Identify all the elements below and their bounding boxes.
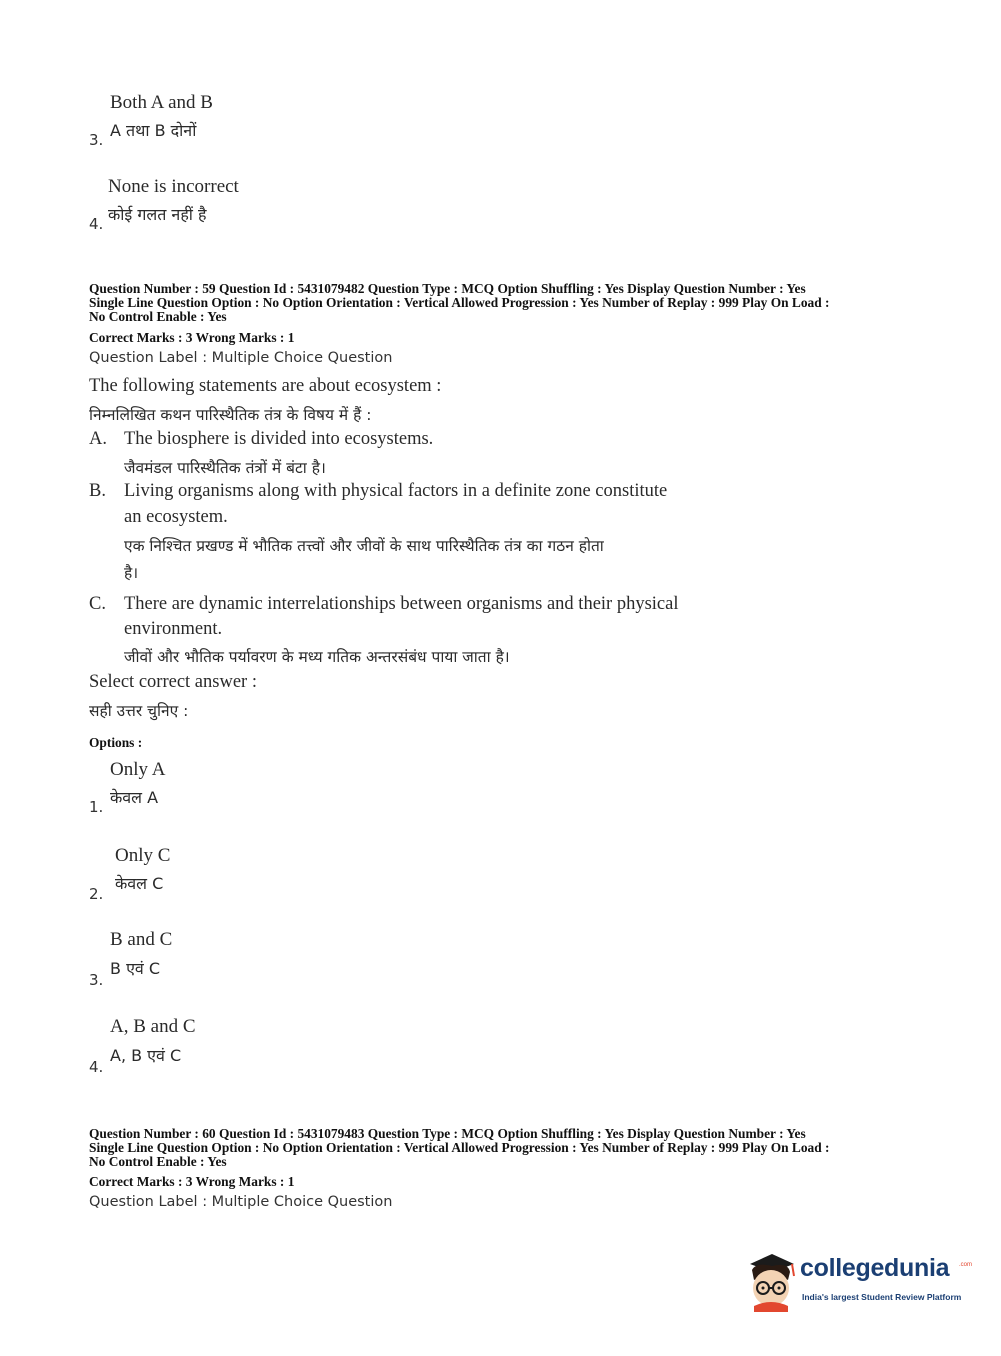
collegedunia-logo (742, 1250, 972, 1312)
statement-text-hi: एक निश्चित प्रखण्ड में भौतिक तत्त्वों और जीवों के साथ पारिस्थैतिक तंत्र का गठन होता (124, 537, 604, 555)
option-number: 4. (89, 215, 104, 233)
option-text-en: None is incorrect (108, 176, 239, 197)
select-answer-en: Select correct answer : (89, 672, 257, 692)
question-marks: Correct Marks : 3 Wrong Marks : 1 (89, 1174, 295, 1189)
option-number: 2. (89, 885, 104, 903)
statement-text-en: environment. (124, 619, 223, 639)
option-text-hi: केवल A (110, 788, 159, 807)
select-answer-hi: सही उत्तर चुनिए : (89, 702, 189, 720)
option-text-hi: B एवं C (110, 959, 161, 978)
question-label: Question Label : Multiple Choice Question (89, 350, 393, 366)
logo-suffix: .com (959, 1262, 973, 1268)
option-text-en: Both A and B (110, 92, 213, 113)
question-intro-en: The following statements are about ecosystem : (89, 376, 442, 396)
options-label: Options : (89, 735, 143, 750)
option-text-en: Only A (110, 759, 166, 780)
question-meta-line: Question Number : 59 Question Id : 5431079482 Question Type : MCQ Option Shuffling : Yes Display Question Number : Yes (89, 281, 806, 296)
question-intro-hi: निम्नलिखित कथन पारिस्थैतिक तंत्र के विषय में हैं : (89, 406, 372, 424)
option-text-hi: केवल C (115, 874, 164, 893)
statement-letter: A. (89, 429, 107, 449)
statement-text-hi: जीवों और भौतिक पर्यावरण के मध्य गतिक अन्तरसंबंध पाया जाता है। (124, 648, 510, 666)
question-marks: Correct Marks : 3 Wrong Marks : 1 (89, 330, 295, 345)
option-text-en: Only C (115, 845, 171, 866)
logo-wordmark: collegedunia (800, 1254, 950, 1282)
question-meta-line: Question Number : 60 Question Id : 5431079483 Question Type : MCQ Option Shuffling : Yes Display Question Number : Yes (89, 1126, 806, 1141)
option-number: 3. (89, 971, 104, 989)
statement-text-hi: है। (124, 564, 139, 582)
logo-tagline: India's largest Student Review Platform (802, 1292, 962, 1302)
option-text-hi: A, B एवं C (110, 1046, 182, 1065)
question-meta-line: Single Line Question Option : No Option Orientation : Vertical Allowed Progression : Yes Number of Replay : 999 Play On Load : (89, 1140, 830, 1155)
question-meta-line: Single Line Question Option : No Option Orientation : Vertical Allowed Progression : Yes Number of Replay : 999 Play On Load : (89, 295, 830, 310)
option-text-en: A, B and C (110, 1016, 196, 1037)
option-number: 1. (89, 798, 104, 816)
option-text-hi: कोई गलत नहीं है (108, 205, 207, 224)
option-number: 3. (89, 131, 104, 149)
statement-text-en: Living organisms along with physical factors in a definite zone constitute (124, 481, 668, 501)
option-text-hi: A तथा B दोनों (110, 121, 197, 140)
statement-text-en: There are dynamic interrelationships between organisms and their physical (124, 594, 679, 614)
option-text-en: B and C (110, 929, 173, 950)
question-label: Question Label : Multiple Choice Question (89, 1194, 393, 1210)
statement-letter: C. (89, 594, 106, 614)
mascot-icon (742, 1250, 800, 1312)
statement-text-en: an ecosystem. (124, 507, 228, 527)
statement-text-en: The biosphere is divided into ecosystems. (124, 429, 434, 449)
statement-text-hi: जैवमंडल पारिस्थैतिक तंत्रों में बंटा है। (124, 459, 326, 477)
question-meta-line: No Control Enable : Yes (89, 1154, 227, 1169)
question-meta-line: No Control Enable : Yes (89, 309, 227, 324)
option-number: 4. (89, 1058, 104, 1076)
statement-letter: B. (89, 481, 106, 501)
